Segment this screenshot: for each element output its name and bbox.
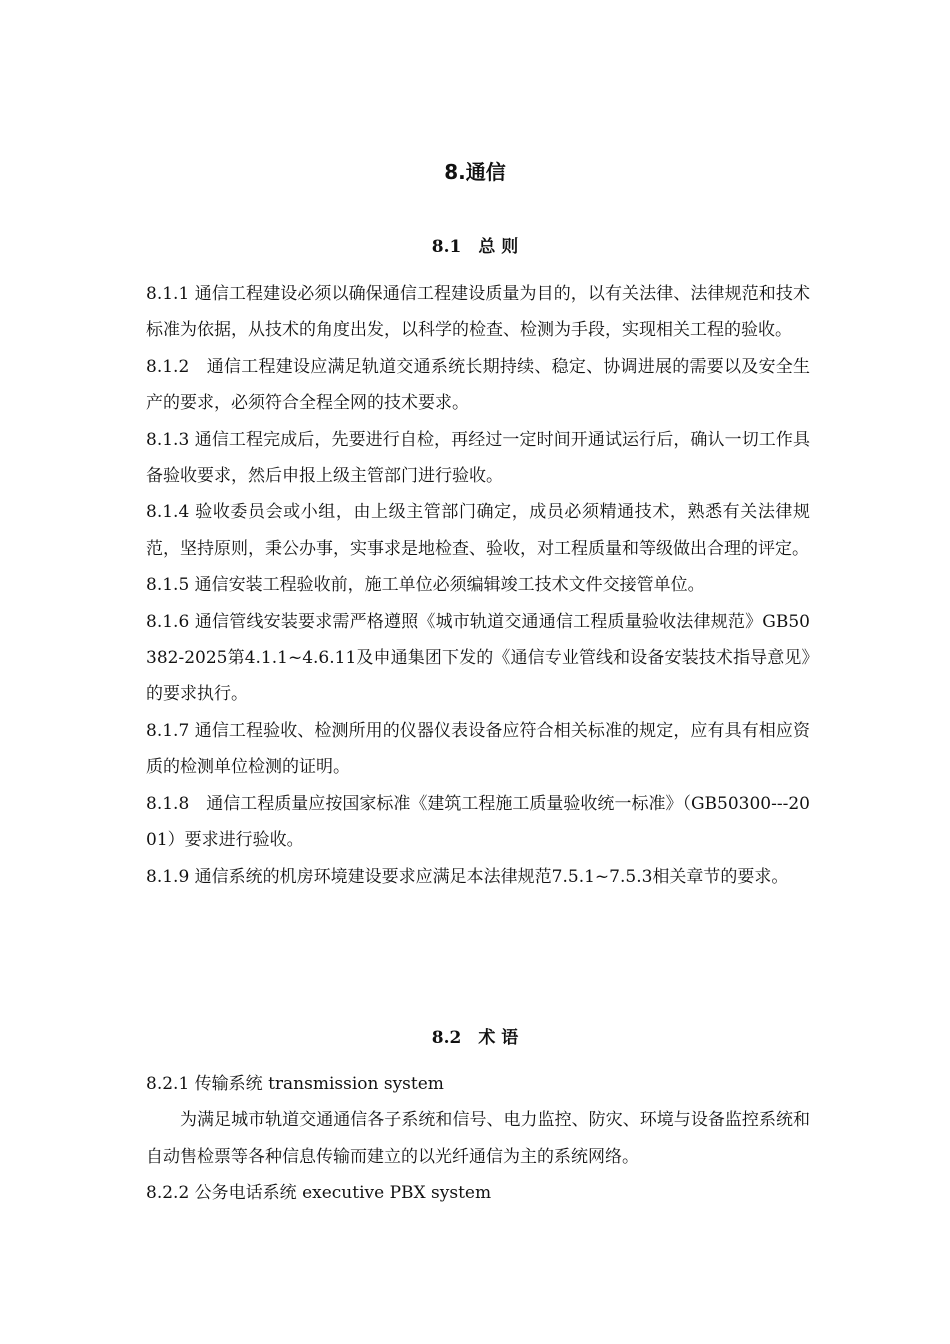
- clause-8-1-8: 8.1.8 通信工程质量应按国家标准《建筑工程施工质量验收统一标准》（GB50300---2001）要求进行验收。: [146, 793, 810, 851]
- term-8-2-1-definition: 为满足城市轨道交通通信各子系统和信号、电力监控、防灾、环境与设备监控系统和自动售检票等各种信息传输而建立的以光纤通信为主的系统网络。: [146, 1110, 810, 1167]
- clause-8-1-2: 8.1.2 通信工程建设应满足轨道交通系统长期持续、稳定、协调进展的需要以及安全生产的要求，必须符合全程全网的技术要求。: [146, 356, 810, 414]
- section-8-2-body: [146, 1066, 810, 1212]
- clause-8-1-5: 8.1.5 通信安装工程验收前，施工单位必须编辑竣工技术文件交接管单位。: [146, 575, 705, 596]
- clause-8-1-7: 8.1.7 通信工程验收、检测所用的仪器仪表设备应符合相关标准的规定，应有具有相应资质的检测单位检测的证明。: [146, 720, 810, 778]
- section-heading-8-2: 8.2 术 语: [431, 1028, 519, 1048]
- clause-8-1-9: 8.1.9 通信系统的机房环境建设要求应满足本法律规范7.5.1~7.5.3相关章节的要求。: [146, 866, 789, 887]
- term-8-2-1: 8.2.1 传输系统 transmission system: [146, 1074, 444, 1094]
- clause-8-1-4: 8.1.4 验收委员会或小组，由上级主管部门确定，成员必须精通技术，熟悉有关法律规范，坚持原则，秉公办事，实事求是地检查、验收，对工程质量和等级做出合理的评定。: [146, 502, 810, 559]
- clause-8-1-1: 8.1.1 通信工程建设必须以确保通信工程建设质量为目的，以有关法律、法律规范和技术标准为依据，从技术的角度出发，以科学的检查、检测为手段，实现相关工程的验收。: [146, 284, 810, 341]
- clause-8-1-6: 8.1.6 通信管线安装要求需严格遵照《城市轨道交通通信工程质量验收法律规范》GB50382-2025第4.1.1~4.6.11及申通集团下发的《通信专业管线和设备安装技术指导意见》的要求执行。: [146, 611, 810, 705]
- section-8-1-body: [146, 276, 810, 895]
- section-heading-8-1: 8.1 总 则: [431, 237, 519, 257]
- term-8-2-2: 8.2.2 公务电话系统 executive PBX system: [146, 1183, 492, 1204]
- clause-8-1-3: 8.1.3 通信工程完成后，先要进行自检，再经过一定时间开通试运行后，确认一切工作具备验收要求，然后申报上级主管部门进行验收。: [146, 429, 810, 487]
- chapter-title: 8.通信: [444, 160, 506, 184]
